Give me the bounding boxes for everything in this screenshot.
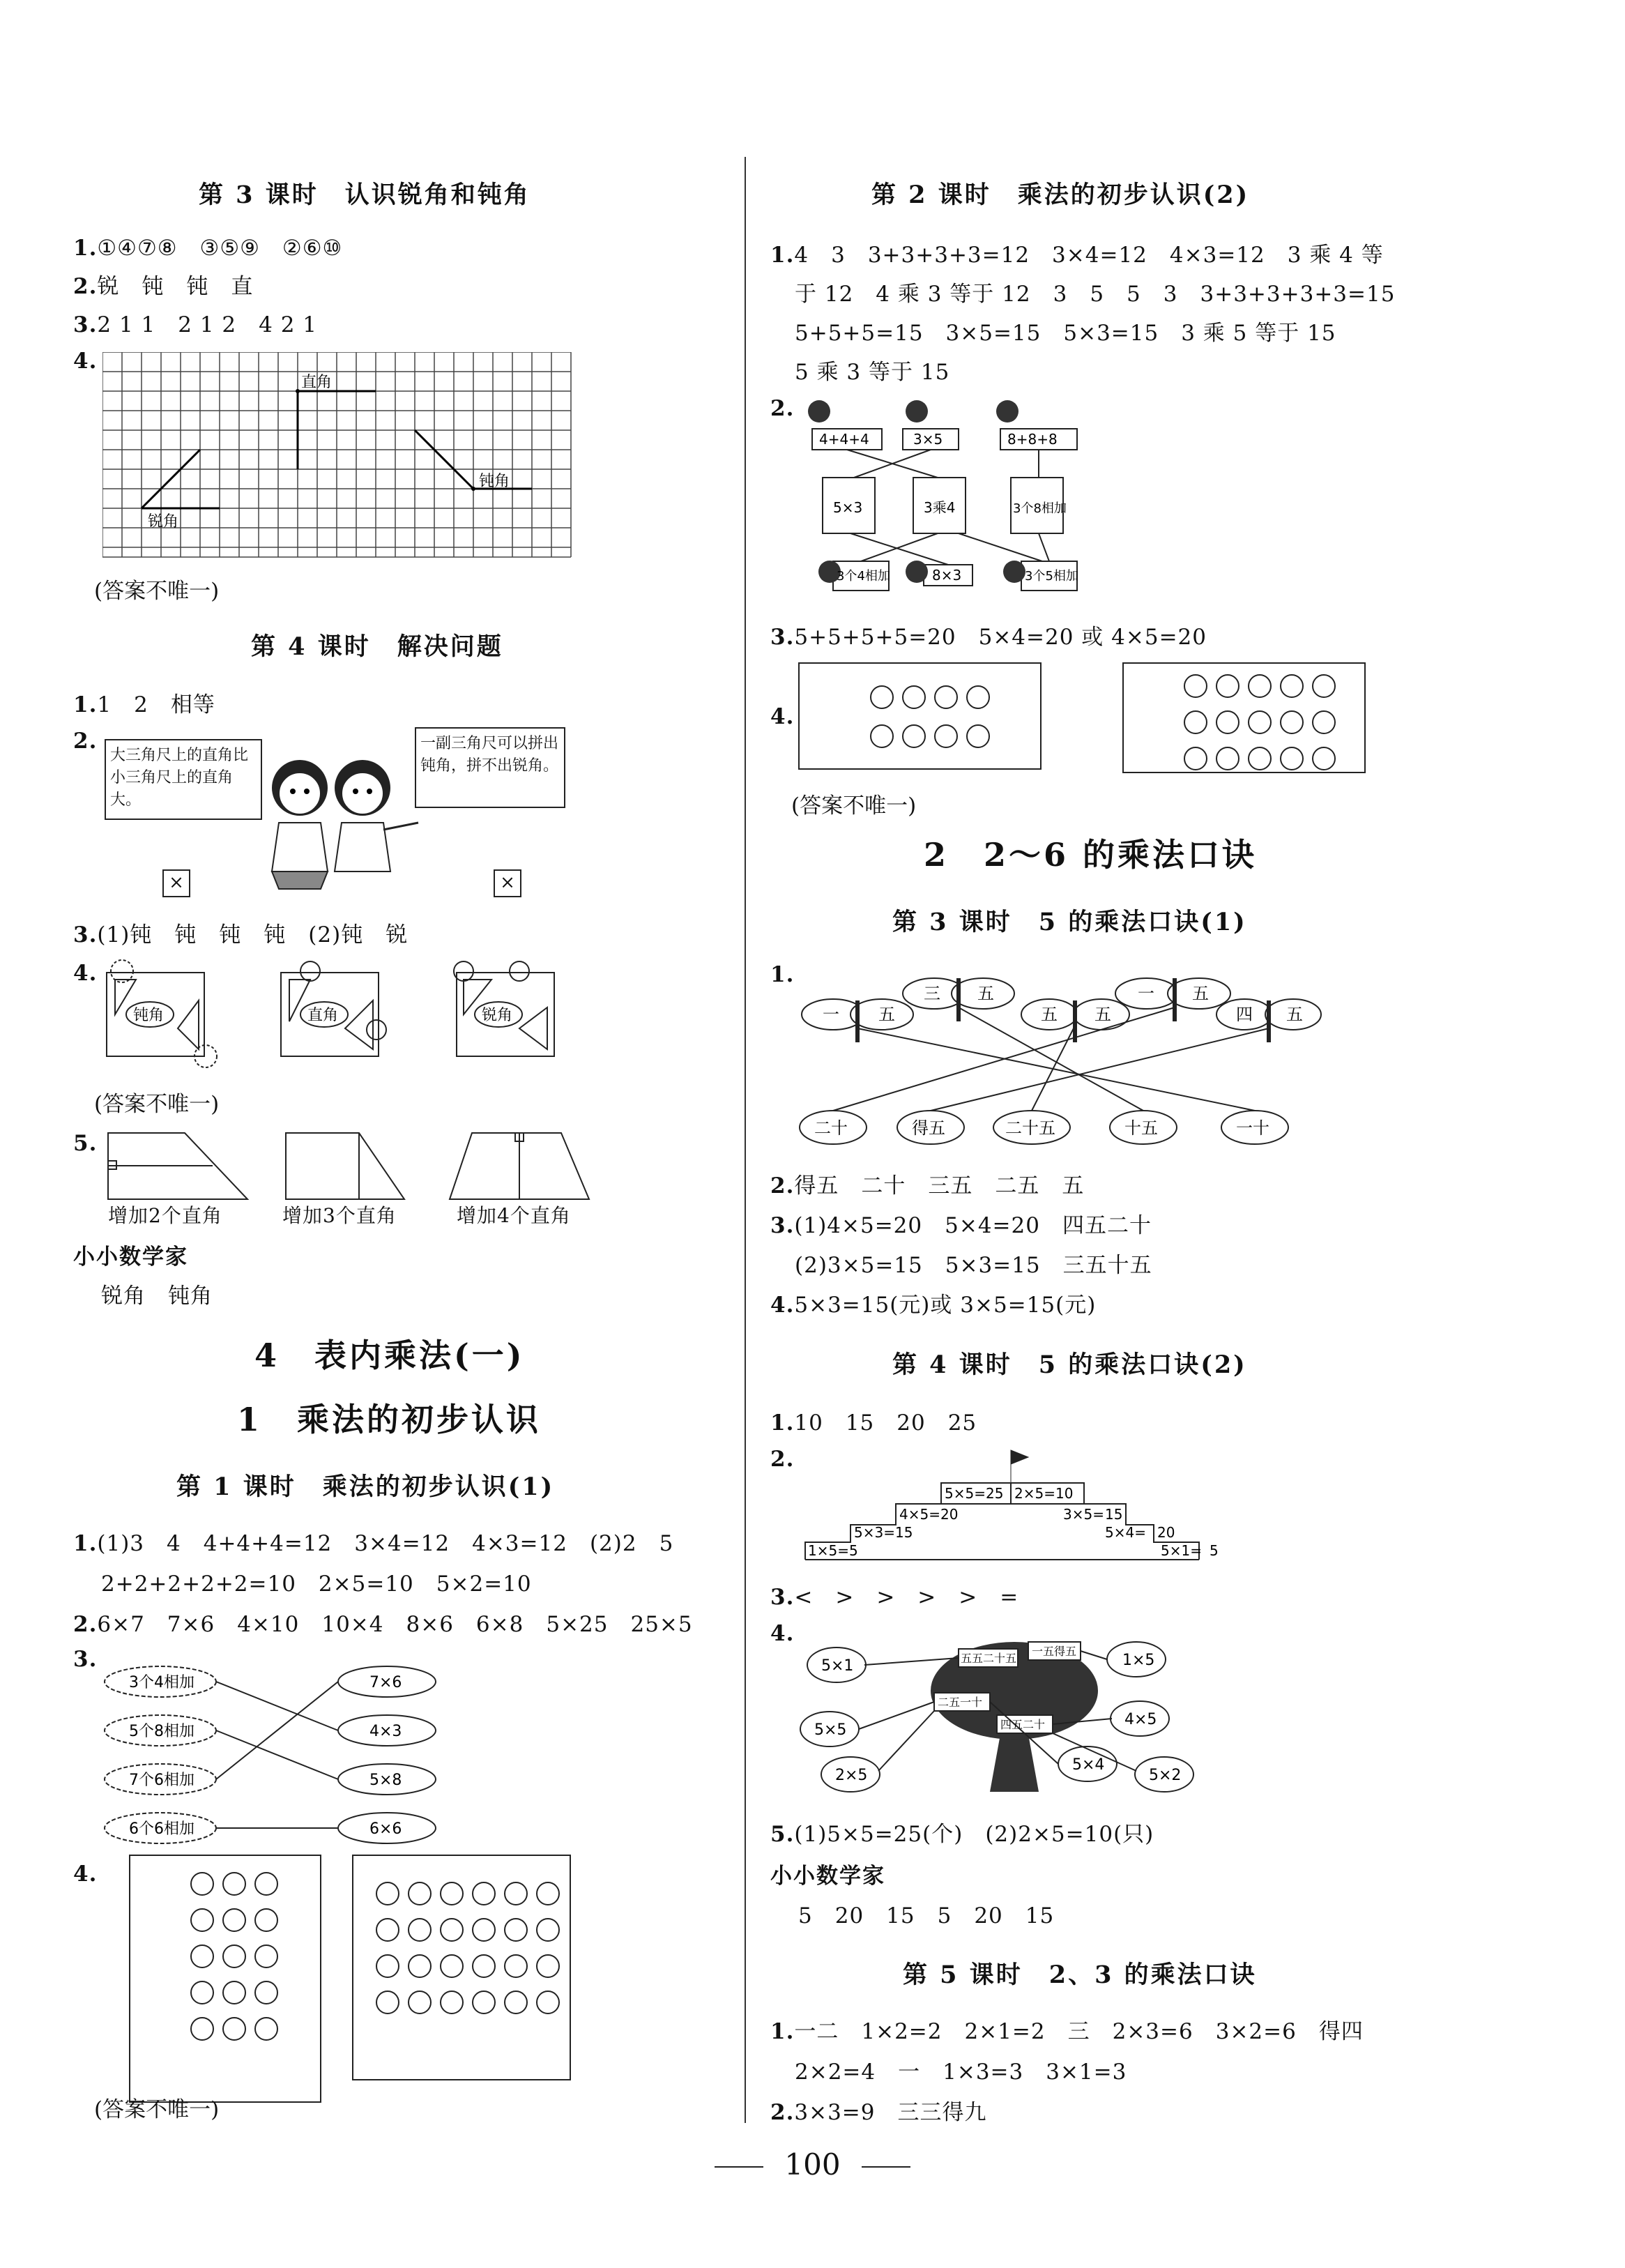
bird-label: 5×2 (1149, 1767, 1182, 1784)
sign-label: 四五二十 (1000, 1718, 1046, 1731)
question-number: 4. (770, 704, 795, 729)
bird-label: 2×5 (835, 1767, 868, 1784)
step-label: 5 (1210, 1542, 1219, 1559)
card-label: 3乘4 (924, 499, 956, 516)
bird-label: 1×5 (1122, 1652, 1155, 1669)
answer-line: 3.(1)钝 钝 钝 钝 (2)钝 锐 (73, 922, 409, 947)
angle-label: 锐角 (148, 513, 179, 531)
question-number: 1. (770, 962, 795, 987)
question-number: 2. (770, 1447, 795, 1472)
dragonfly-label: 一 (1138, 984, 1154, 1003)
match-label: 4×3 (369, 1723, 402, 1740)
lesson-title: 第 2 课时 乘法的初步认识(2) (871, 181, 1250, 209)
sign-label: 二五一十 (938, 1696, 983, 1709)
sign-label: 一五得五 (1032, 1645, 1077, 1658)
answer-line: 2.3×3=9 三三得九 (770, 2100, 987, 2125)
dragonfly-label: 五 (1192, 984, 1209, 1003)
figure-label: 钝角 (133, 1007, 165, 1024)
step-label: 4×5=20 (899, 1506, 959, 1523)
staircase-figure (798, 1447, 1244, 1565)
matching-figure (101, 1659, 450, 1855)
lesson-title: 第 5 课时 2、3 的乘法口诀 (903, 1961, 1257, 1989)
answer-line: 3.< > > > > = (770, 1585, 1019, 1610)
step-label: 2×5=10 (1014, 1485, 1074, 1502)
note: (答案不唯一) (94, 1092, 220, 1117)
question-number: 4. (73, 1862, 98, 1887)
answer-line: 于 12 4 乘 3 等于 12 3 5 5 3 3+3+3+3+3=15 (795, 282, 1396, 307)
tree-birds-figure (795, 1624, 1241, 1799)
circle-box (1122, 662, 1366, 773)
answer-line: 2×2=4 一 1×3=3 3×1=3 (795, 2060, 1127, 2085)
answer-line: 5.(1)5×5=25(个) (2)2×5=10(只) (770, 1822, 1154, 1847)
card-label: 8+8+8 (1007, 431, 1058, 448)
dragonfly-label: 五 (878, 1005, 895, 1024)
dragonfly-label: 三 (924, 984, 940, 1003)
answer-line: 1.4 3 3+3+3+3=12 3×4=12 4×3=12 3 乘 4 等 (770, 243, 1384, 268)
step-label: 5×1= (1161, 1542, 1202, 1559)
answer-line: 4.5×3=15(元)或 3×5=15(元) (770, 1293, 1097, 1318)
dragonfly-label: 五 (1041, 1005, 1058, 1024)
note: (答案不唯一) (94, 579, 220, 604)
answer-line: 锐角 钝角 (101, 1284, 213, 1309)
answer-line: 3.5+5+5+5=20 5×4=20 或 4×5=20 (770, 625, 1207, 650)
dragonfly-label: 一 (823, 1005, 839, 1024)
card-label: 3个5相加 (1025, 569, 1078, 584)
lesson-title: 第 1 课时 乘法的初步认识(1) (176, 1472, 555, 1501)
match-label: 6个6相加 (129, 1820, 194, 1838)
card-label: 3×5 (913, 431, 943, 448)
figure-label: 锐角 (482, 1007, 513, 1024)
monkey-matching-figure (798, 397, 1189, 607)
figure-caption: 增加3个直角 (282, 1204, 397, 1227)
match-label: 7个6相加 (129, 1772, 194, 1789)
triangle-ruler-figures (101, 959, 561, 1070)
page-number: 100 (0, 2147, 1625, 2182)
circle-box (129, 1855, 321, 2103)
match-label: 5个8相加 (129, 1723, 194, 1740)
question-number: 4. (73, 961, 98, 986)
lesson-title: 第 4 课时 5 的乘法口诀(2) (892, 1350, 1247, 1379)
answer-line: 2+2+2+2+2=10 2×5=10 5×2=10 (101, 1571, 532, 1597)
mark-box: × (494, 869, 521, 897)
section-title: 2 2～6 的乘法口诀 (924, 836, 1258, 874)
dragonfly-label: 四 (1236, 1005, 1253, 1024)
angle-label: 钝角 (479, 473, 510, 490)
step-label: 5×4= (1105, 1524, 1146, 1541)
card-label: 3个8相加 (1013, 501, 1067, 516)
section-label: 小小数学家 (73, 1245, 188, 1270)
answer-line: 2.6×7 7×6 4×10 10×4 8×6 6×8 5×25 25×5 (73, 1612, 693, 1637)
answer-line: 2.得五 二十 三五 二五 五 (770, 1173, 1085, 1198)
figure-label: 直角 (307, 1007, 339, 1024)
answer-line: 5 20 15 5 20 15 (798, 1903, 1055, 1928)
trapezoid-figures (101, 1122, 603, 1213)
step-label: 1×5=5 (808, 1542, 858, 1559)
right-column (770, 0, 1579, 2268)
bird-label: 5×1 (821, 1657, 854, 1675)
answer-line: 3.(1)4×5=20 5×4=20 四五二十 (770, 1213, 1152, 1238)
note: (答案不唯一) (791, 793, 917, 819)
unit-title: 4 表内乘法(一) (254, 1337, 525, 1374)
answer-line: (2)3×5=15 5×3=15 三五十五 (795, 1253, 1152, 1278)
answer-line: 3.2 1 1 2 1 2 4 2 1 (73, 312, 318, 337)
section-label: 小小数学家 (770, 1864, 885, 1889)
dragonfly-label: 五 (977, 984, 994, 1003)
question-number: 4. (770, 1621, 795, 1646)
sign-label: 五五二十五 (961, 1652, 1017, 1665)
lesson-title: 第 3 课时 5 的乘法口诀(1) (892, 908, 1247, 936)
bird-label: 4×5 (1124, 1711, 1157, 1728)
answer-line: 5 乘 3 等于 15 (795, 360, 950, 385)
question-number: 5. (73, 1131, 98, 1156)
match-label: 7×6 (369, 1674, 402, 1691)
question-number: 3. (73, 1647, 98, 1672)
answer-line: 1.1 2 相等 (73, 692, 215, 717)
lesson-title: 第 4 课时 解决问题 (251, 632, 503, 661)
left-column (73, 0, 742, 2268)
dragonfly-matching-figure (795, 966, 1338, 1154)
bird-label: 5×5 (814, 1721, 847, 1739)
column-divider (745, 157, 746, 2123)
answer-line: 1.10 15 20 25 (770, 1410, 977, 1436)
step-label: 5×5=25 (945, 1485, 1004, 1502)
note: (答案不唯一) (94, 2097, 220, 2122)
girls-illustration (251, 746, 422, 892)
cloud-label: 二十 (814, 1118, 848, 1138)
angle-grid (102, 352, 581, 561)
lesson-title: 第 3 课时 认识锐角和钝角 (199, 181, 531, 209)
dragonfly-label: 五 (1094, 1005, 1111, 1024)
step-label: 20 (1157, 1524, 1175, 1541)
question-number: 4. (73, 349, 98, 374)
speech-bubble: 一副三角尺可以拼出钝角，拼不出锐角。 (415, 727, 565, 808)
card-label: 5×3 (833, 499, 863, 516)
answer-line: 1.一二 1×2=2 2×1=2 三 2×3=6 3×2=6 得四 (770, 2019, 1364, 2044)
cloud-label: 一十 (1236, 1118, 1269, 1138)
answer-line: 1.(1)3 4 4+4+4=12 3×4=12 4×3=12 (2)2 5 (73, 1531, 674, 1556)
question-number: 2. (73, 729, 98, 754)
card-label: 8×3 (932, 567, 962, 584)
question-number: 2. (770, 396, 795, 421)
match-label: 3个4相加 (129, 1674, 194, 1691)
section-title: 1 乘法的初步认识 (237, 1401, 542, 1438)
figure-caption: 增加4个直角 (457, 1204, 571, 1227)
speech-bubble: 大三角尺上的直角比小三角尺上的直角大。 (105, 739, 262, 820)
cloud-label: 十五 (1124, 1118, 1158, 1138)
answer-line: 2.锐 钝 钝 直 (73, 274, 254, 299)
answer-line: 1.①④⑦⑧ ③⑤⑨ ②⑥⑩ (73, 236, 343, 261)
card-label: 4+4+4 (819, 431, 869, 448)
cloud-label: 得五 (912, 1118, 945, 1138)
cloud-label: 二十五 (1005, 1118, 1055, 1138)
match-label: 6×6 (369, 1820, 402, 1838)
step-label: 3×5= (1063, 1506, 1104, 1523)
circle-box (352, 1855, 571, 2080)
match-label: 5×8 (369, 1772, 402, 1789)
angle-label: 直角 (301, 374, 333, 391)
bird-label: 5×4 (1072, 1756, 1105, 1774)
step-label: 15 (1105, 1506, 1123, 1523)
answer-line: 5+5+5=15 3×5=15 5×3=15 3 乘 5 等于 15 (795, 321, 1336, 346)
figure-caption: 增加2个直角 (108, 1204, 222, 1227)
card-label: 3个4相加 (837, 569, 890, 584)
mark-box: × (162, 869, 190, 897)
circle-box (798, 662, 1042, 770)
dragonfly-label: 五 (1286, 1005, 1303, 1024)
step-label: 5×3=15 (854, 1524, 913, 1541)
